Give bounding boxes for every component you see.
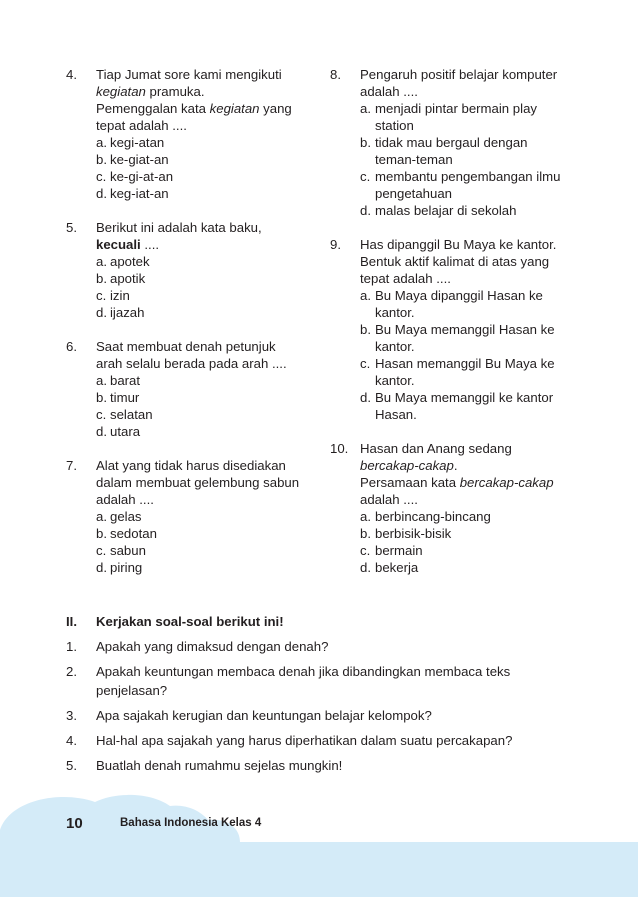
question-text: Pemenggalan kata — [96, 101, 210, 116]
question-number: 6. — [66, 339, 77, 354]
answer-option — [360, 525, 572, 542]
question-text: yang — [259, 101, 292, 116]
essay-question — [66, 706, 572, 725]
option-letter: a. — [360, 101, 371, 116]
option-letter: a. — [360, 288, 371, 303]
option-text: timur — [110, 390, 140, 405]
section-title: Kerjakan soal-soal berikut ini! — [96, 614, 284, 629]
question-line — [360, 66, 572, 83]
option-letter: b. — [360, 322, 371, 337]
answer-option — [96, 542, 310, 559]
answer-option — [360, 202, 572, 219]
answer-option — [96, 304, 310, 321]
question — [66, 338, 310, 440]
question-line — [96, 100, 310, 117]
question-line — [360, 236, 572, 253]
essay-text: Buatlah denah rumahmu sejelas mungkin! — [96, 758, 343, 773]
option-text: ke-giat-an — [110, 152, 169, 167]
book-title: Bahasa Indonesia Kelas 4 — [120, 817, 262, 829]
question-text: kecuali — [96, 237, 141, 252]
option-text: kegi-atan — [110, 135, 165, 150]
question-text: kegiatan — [96, 84, 146, 99]
essay-number: 4. — [66, 733, 77, 748]
question-text: adalah .... — [360, 84, 418, 99]
question-line — [360, 440, 572, 457]
essay-text: Apa sajakah kerugian dan keuntungan belajar kelompok? — [96, 708, 432, 723]
question-text: Alat yang tidak harus disediakan — [96, 458, 286, 473]
option-text: bermain — [375, 543, 423, 558]
option-letter: c. — [360, 169, 371, 184]
left-column — [66, 66, 310, 593]
question-line — [96, 355, 310, 372]
question-text: Has dipanggil Bu Maya ke kantor. — [360, 237, 557, 252]
answer-option — [360, 287, 572, 321]
question — [66, 219, 310, 321]
option-letter: b. — [96, 271, 107, 286]
option-letter: b. — [96, 152, 107, 167]
option-letter: a. — [96, 135, 107, 150]
question-line — [96, 236, 310, 253]
question-line — [96, 491, 310, 508]
question-line — [360, 474, 572, 491]
question-number: 4. — [66, 67, 77, 82]
question-text: dalam membuat gelembung sabun — [96, 475, 300, 490]
option-letter: c. — [96, 543, 107, 558]
question-line — [360, 491, 572, 508]
option-text: tidak mau bergaul dengan teman-teman — [375, 135, 528, 167]
essay-text: Hal-hal apa sajakah yang harus diperhatikan dalam suatu percakapan? — [96, 733, 513, 748]
page-number: 10 — [66, 815, 83, 832]
option-letter: b. — [360, 526, 371, 541]
option-letter: c. — [360, 543, 371, 558]
question — [66, 66, 310, 202]
option-text: menjadi pintar bermain play station — [375, 101, 537, 133]
option-text: ke-gi-at-an — [110, 169, 174, 184]
answer-option — [96, 134, 310, 151]
question-line — [360, 270, 572, 287]
question-text: tepat adalah .... — [360, 271, 451, 286]
option-text: utara — [110, 424, 141, 439]
question-text: Persamaan kata — [360, 475, 460, 490]
essay-number: 2. — [66, 664, 77, 679]
answer-option — [96, 270, 310, 287]
question-text: bercakap-cakap — [360, 458, 454, 473]
question-text: tepat adalah .... — [96, 118, 187, 133]
question-line — [96, 219, 310, 236]
question-number: 7. — [66, 458, 77, 473]
answer-option — [96, 253, 310, 270]
option-text: barat — [110, 373, 141, 388]
option-letter: a. — [360, 509, 371, 524]
question-number: 9. — [330, 237, 341, 252]
essay-question — [66, 662, 572, 700]
answer-option — [360, 355, 572, 389]
answer-option — [360, 321, 572, 355]
essay-question — [66, 756, 572, 775]
question-text: Saat membuat denah petunjuk — [96, 339, 276, 354]
question — [330, 440, 572, 576]
option-letter: b. — [96, 526, 107, 541]
option-letter: d. — [96, 305, 107, 320]
question-line — [96, 457, 310, 474]
option-letter: d. — [96, 424, 107, 439]
question-line — [96, 338, 310, 355]
question-text: arah selalu berada pada arah .... — [96, 356, 287, 371]
question-line — [96, 83, 310, 100]
essay-text: Apakah yang dimaksud dengan denah? — [96, 639, 329, 654]
option-letter: c. — [360, 356, 371, 371]
option-text: berbisik-bisik — [375, 526, 452, 541]
answer-option — [360, 508, 572, 525]
option-letter: a. — [96, 254, 107, 269]
question-text: pramuka. — [145, 84, 205, 99]
answer-option — [96, 151, 310, 168]
essay-number: 1. — [66, 639, 77, 654]
question-text: Berikut ini adalah kata baku, — [96, 220, 262, 235]
answer-option — [360, 389, 572, 423]
question-text: . — [453, 458, 458, 473]
cloud-decoration — [0, 790, 638, 897]
option-letter: d. — [96, 186, 107, 201]
question — [330, 236, 572, 423]
answer-option — [96, 508, 310, 525]
option-text: Bu Maya memanggil ke kantor Hasan. — [375, 390, 554, 422]
option-letter: d. — [360, 560, 371, 575]
option-text: Hasan memanggil Bu Maya ke kantor. — [375, 356, 555, 388]
question-number: 8. — [330, 67, 341, 82]
option-letter: c. — [96, 288, 107, 303]
option-letter: b. — [360, 135, 371, 150]
option-text: ijazah — [110, 305, 145, 320]
question-text: .... — [140, 237, 160, 252]
option-text: keg-iat-an — [110, 186, 169, 201]
question-line — [360, 253, 572, 270]
option-text: malas belajar di sekolah — [375, 203, 517, 218]
answer-option — [96, 168, 310, 185]
section-number: II. — [66, 614, 77, 629]
question — [66, 457, 310, 576]
essay-question — [66, 637, 572, 656]
question-text: Pengaruh positif belajar komputer — [360, 67, 558, 82]
question-line — [360, 83, 572, 100]
option-text: piring — [110, 560, 143, 575]
section-heading — [66, 612, 572, 631]
answer-option — [96, 406, 310, 423]
option-letter: c. — [96, 407, 107, 422]
answer-option — [360, 134, 572, 168]
question-line — [96, 66, 310, 83]
essay-text: Apakah keuntungan membaca denah jika dibandingkan membaca teks penjelasan? — [96, 664, 511, 698]
question-text: adalah .... — [96, 492, 154, 507]
option-text: gelas — [110, 509, 142, 524]
answer-option — [96, 525, 310, 542]
answer-option — [360, 100, 572, 134]
option-text: izin — [110, 288, 130, 303]
option-letter: d. — [360, 390, 371, 405]
question-text: Hasan dan Anang sedang — [360, 441, 512, 456]
essay-number: 5. — [66, 758, 77, 773]
question-text: adalah .... — [360, 492, 418, 507]
answer-option — [360, 542, 572, 559]
option-text: apotek — [110, 254, 150, 269]
answer-option — [96, 389, 310, 406]
option-text: Bu Maya dipanggil Hasan ke kantor. — [375, 288, 543, 320]
question-number: 10. — [330, 441, 349, 456]
option-text: Bu Maya memanggil Hasan ke kantor. — [375, 322, 555, 354]
essay-section — [66, 612, 572, 781]
question-text: bercakap-cakap — [459, 475, 554, 490]
option-letter: d. — [96, 560, 107, 575]
answer-option — [96, 287, 310, 304]
option-letter: a. — [96, 509, 107, 524]
question-text: Bentuk aktif kalimat di atas yang — [360, 254, 550, 269]
essay-number: 3. — [66, 708, 77, 723]
option-letter: a. — [96, 373, 107, 388]
option-text: sabun — [110, 543, 146, 558]
option-text: membantu pengembangan ilmu pengetahuan — [375, 169, 561, 201]
question-line — [360, 457, 572, 474]
right-column — [330, 66, 572, 593]
option-letter: b. — [96, 390, 107, 405]
option-text: selatan — [110, 407, 153, 422]
option-letter: d. — [360, 203, 371, 218]
question-text: kegiatan — [209, 101, 260, 116]
question-number: 5. — [66, 220, 77, 235]
answer-option — [96, 559, 310, 576]
answer-option — [96, 185, 310, 202]
option-text: bekerja — [375, 560, 419, 575]
question — [330, 66, 572, 219]
answer-option — [360, 168, 572, 202]
answer-option — [360, 559, 572, 576]
answer-option — [96, 372, 310, 389]
question-line — [96, 117, 310, 134]
option-text: berbincang-bincang — [375, 509, 491, 524]
question-line — [96, 474, 310, 491]
option-text: sedotan — [110, 526, 157, 541]
question-text: Tiap Jumat sore kami mengikuti — [96, 67, 282, 82]
option-text: apotik — [110, 271, 146, 286]
answer-option — [96, 423, 310, 440]
essay-question — [66, 731, 572, 750]
option-letter: c. — [96, 169, 107, 184]
